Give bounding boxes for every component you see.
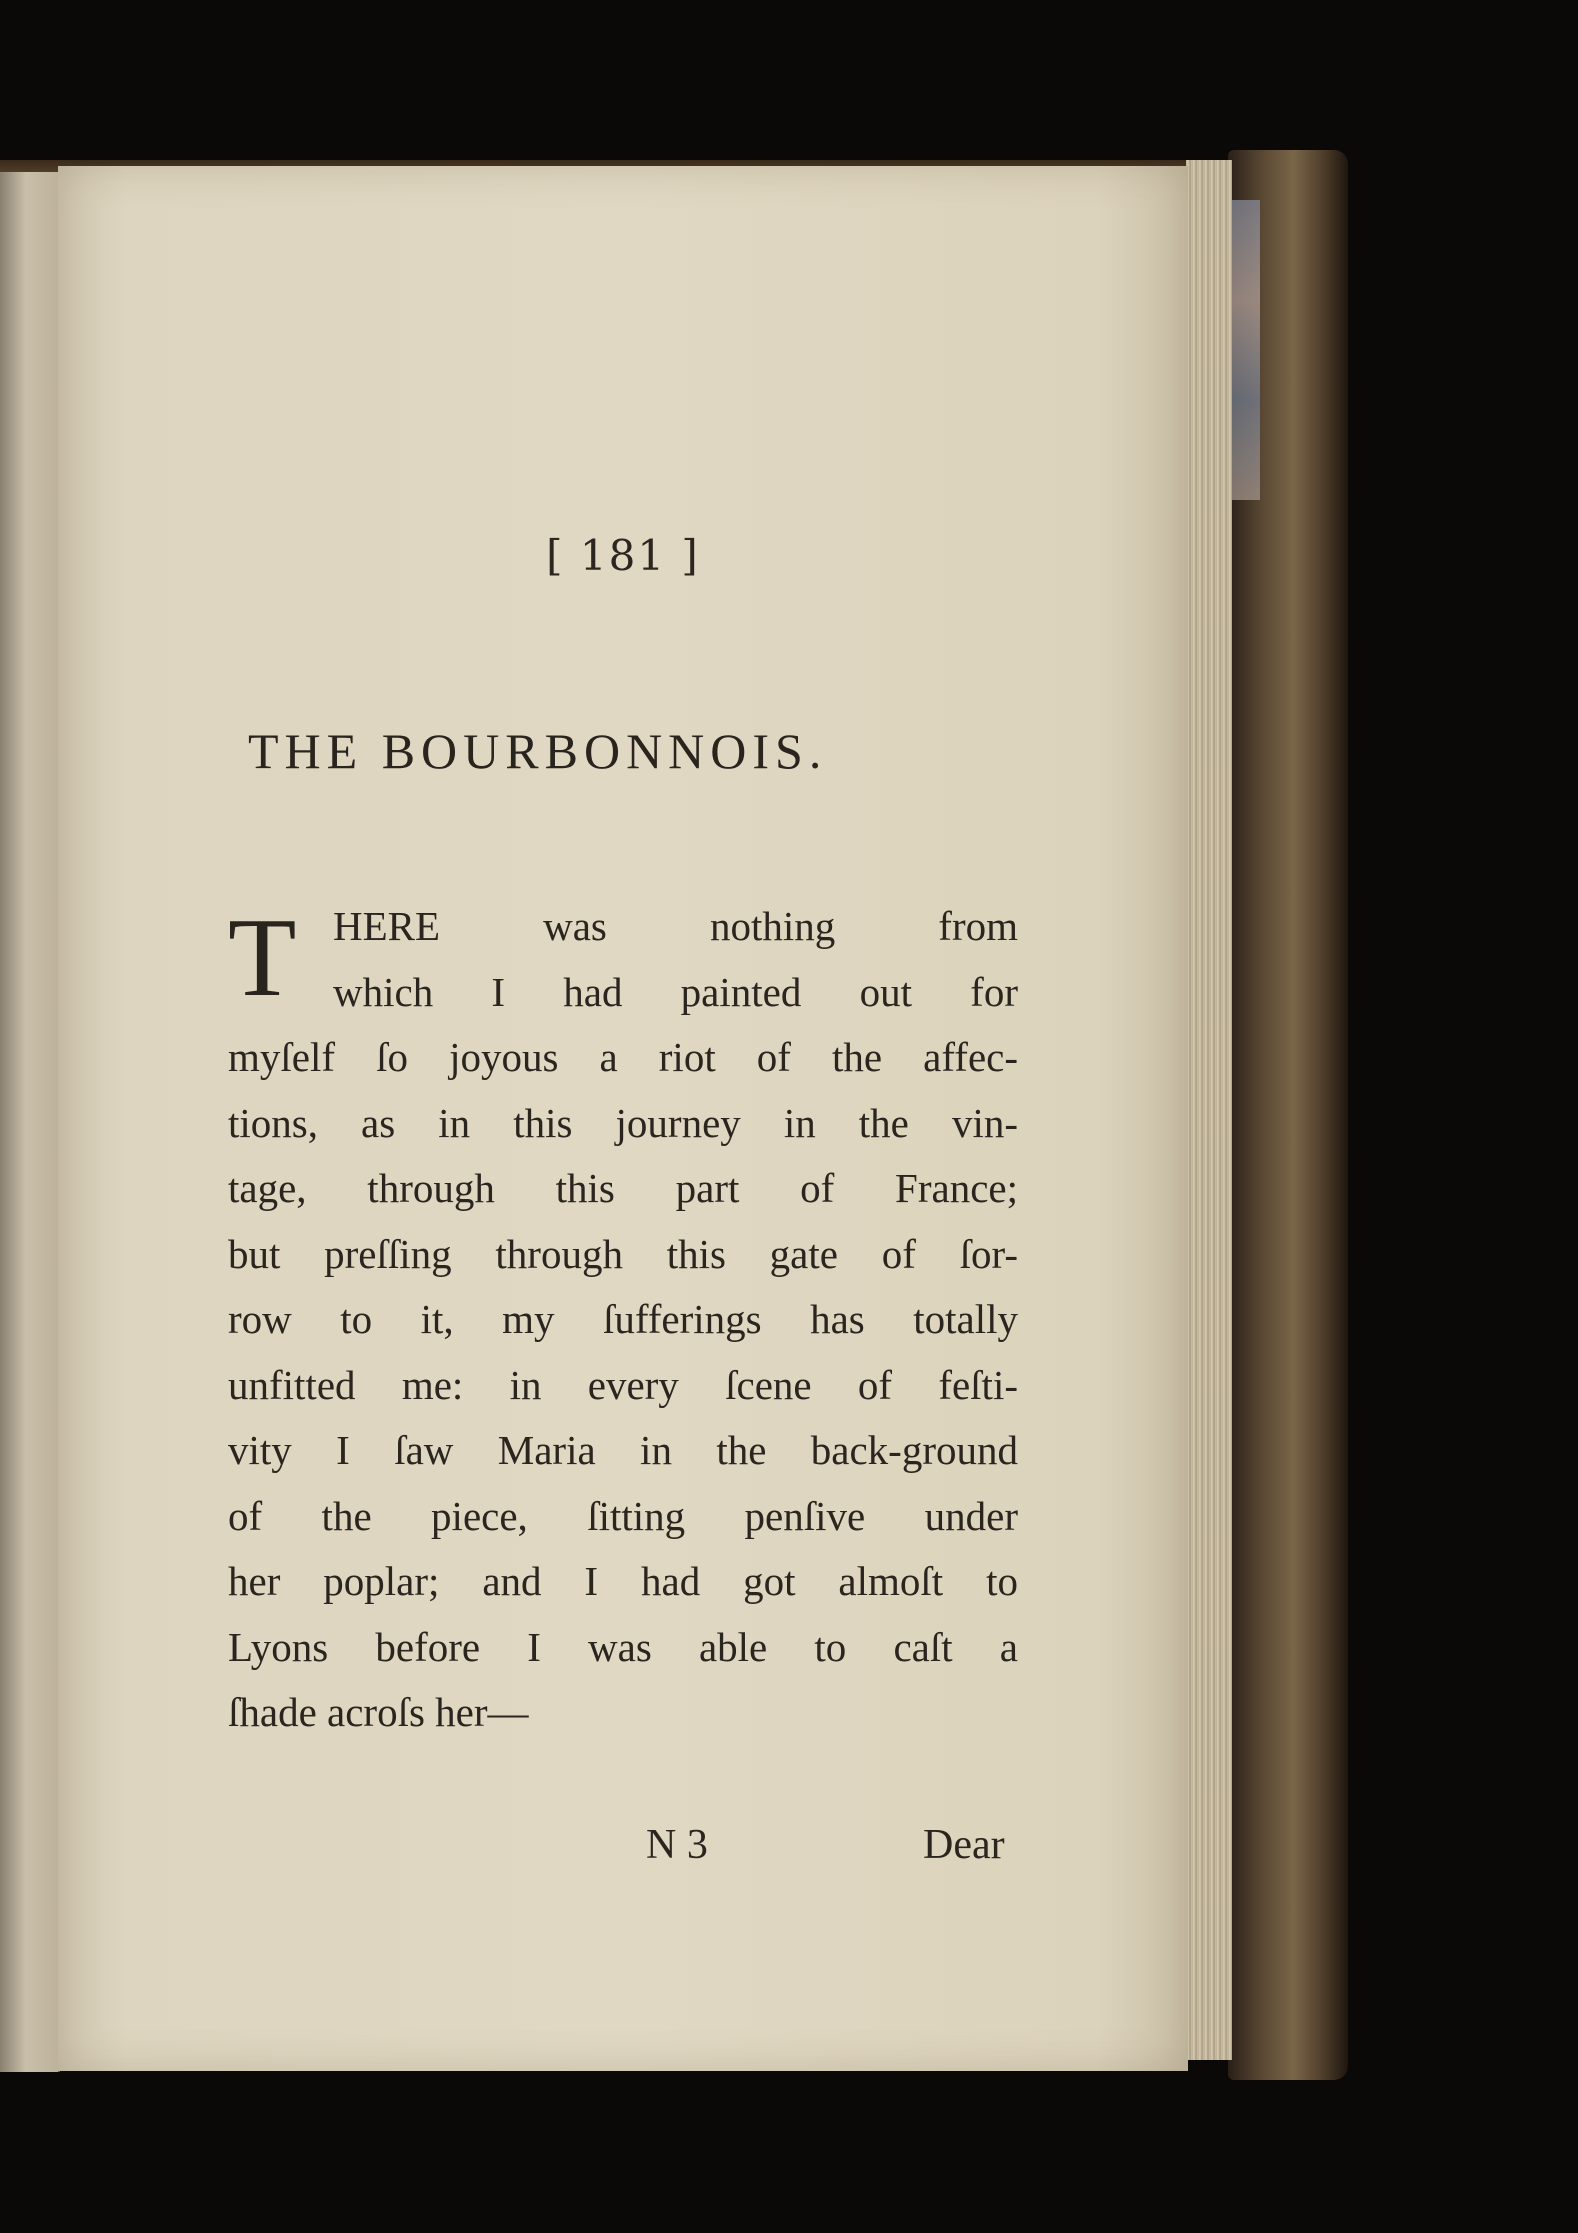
left-page-edge bbox=[0, 172, 60, 2072]
book-page bbox=[58, 166, 1188, 2071]
body-text bbox=[228, 894, 1018, 1746]
text-line: tions, as in this journey in the vin- bbox=[228, 1099, 1018, 1146]
text-line: ſhade acroſs her— bbox=[228, 1689, 529, 1735]
signature-mark: N 3 bbox=[646, 1822, 708, 1868]
text-line: vity I ſaw Maria in the back-ground bbox=[228, 1427, 1018, 1473]
text-line: Lyons before I was able to caſt a bbox=[228, 1623, 1018, 1670]
text-line: tage, through this part of France; bbox=[228, 1165, 1018, 1211]
text-line: myſelf ſo joyous a riot of the affec- bbox=[228, 1034, 1018, 1080]
catchword: Dear bbox=[923, 1822, 1005, 1868]
text-line: of the piece, ſitting penſive under bbox=[228, 1492, 1018, 1539]
page-number: [ 181 ] bbox=[546, 531, 700, 580]
text-line: her poplar; and I had got almoſt to bbox=[228, 1558, 1018, 1604]
text-line: HERE was nothing from bbox=[333, 903, 1018, 949]
chapter-title: THE BOURBONNOIS. bbox=[248, 723, 828, 779]
text-line: but preſſing through this gate of ſor- bbox=[228, 1230, 1018, 1277]
marbled-endpaper bbox=[1232, 200, 1260, 500]
text-line: which I had painted out for bbox=[333, 968, 1018, 1015]
text-line: row to it, my ſufferings has totally bbox=[228, 1296, 1018, 1342]
page-stack-edges bbox=[1186, 160, 1232, 2060]
text-line: unfitted me: in every ſcene of feſti- bbox=[228, 1361, 1018, 1408]
drop-cap: T bbox=[228, 896, 297, 1020]
